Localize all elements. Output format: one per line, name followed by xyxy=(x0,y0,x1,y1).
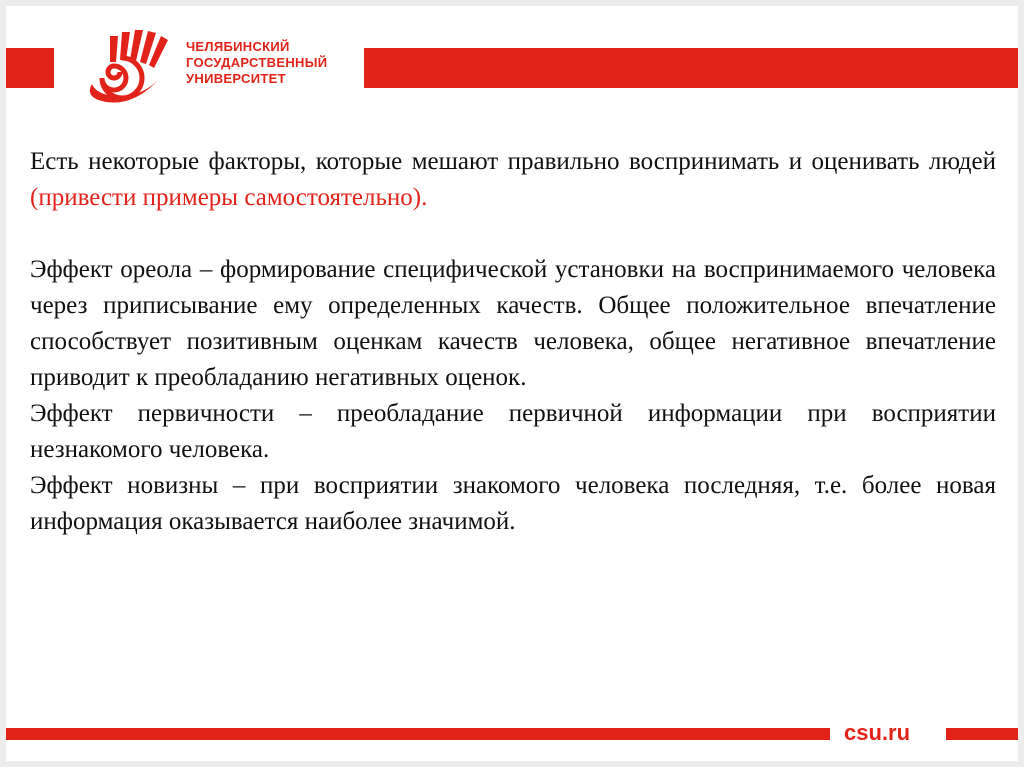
slide xyxy=(6,6,1018,761)
intro-text: Есть некоторые факторы, которые мешают правильно воспринимать и оценивать людей xyxy=(30,148,996,175)
slide-body xyxy=(30,144,996,540)
csu-spiral-logo-icon xyxy=(80,28,180,108)
intro-highlight: (привести примеры самостоятельно). xyxy=(30,184,428,211)
university-name xyxy=(186,39,327,87)
site-link[interactable]: csu.ru xyxy=(844,720,911,745)
intro-paragraph xyxy=(30,144,996,216)
header-bar-right xyxy=(364,48,1018,88)
footer-bar-right xyxy=(946,728,1018,740)
university-name-line-1: ЧЕЛЯБИНСКИЙ xyxy=(186,39,290,54)
header-bar-left xyxy=(6,48,54,88)
primacy-effect-paragraph: Эффект первичности – преобладание первичной информации при восприятии незнакомого человека. xyxy=(30,400,996,463)
footer-bar-left xyxy=(6,728,830,740)
university-name-line-2: ГОСУДАРСТВЕННЫЙ xyxy=(186,55,328,70)
university-name-line-3: УНИВЕРСИТЕТ xyxy=(186,71,286,86)
halo-effect-paragraph: Эффект ореола – формирование специфической установки на воспринимаемого человека через приписывание ему определенных качеств. Общее положительное впечатление способствует позитивным оценкам качеств человека, общее негативное впечатление приводит к преобладанию негативных оценок. xyxy=(30,256,996,391)
novelty-effect-paragraph: Эффект новизны – при восприятии знакомого человека последняя, т.е. более новая информация оказывается наиболее значимой. xyxy=(30,472,996,535)
